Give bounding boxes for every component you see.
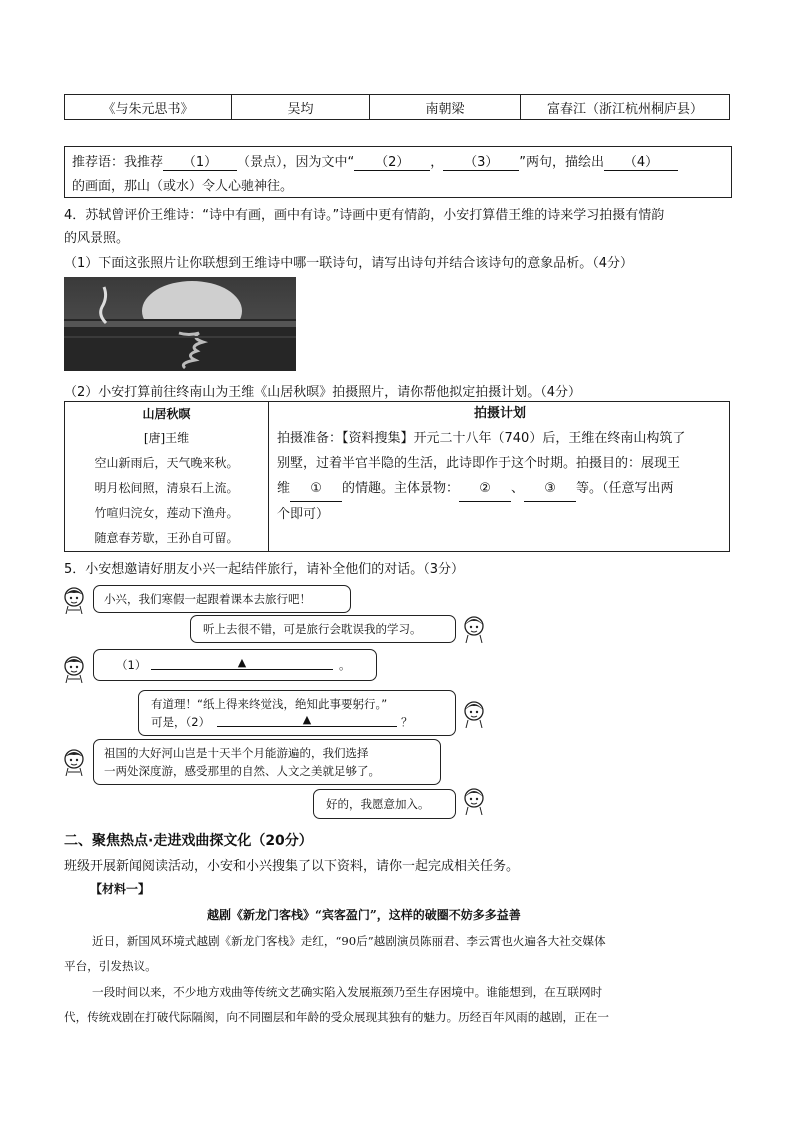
plan-line-3: 维 ① 的情趣。主体景物： ② 、 ③ 等。（任意写出两 <box>277 476 723 502</box>
section-2-heading: 二、聚焦热点·走进戏曲探文化（20分） <box>64 833 313 849</box>
dialogue-bubble-5: 祖国的大好河山岂是十天半个月能游遍的，我们选择 一两处深度游，感受那里的自然、人文之美就足够了。 <box>93 739 441 785</box>
plan-blank-2[interactable]: ② <box>459 476 511 502</box>
answer-blank-4[interactable]: （4） <box>604 151 678 171</box>
dialogue-bubble-3: （1） ▲ 。 <box>93 649 377 681</box>
q4-sub2: （2）小安打算前往终南山为王维《山居秋暝》拍摄照片，请你帮他拟定拍摄计划。（4分） <box>64 385 582 400</box>
shooting-plan-table <box>64 401 730 552</box>
poem-line: 空山新雨后，天气晚来秋。 <box>94 456 239 470</box>
poem-line: 明月松间照，清泉石上流。 <box>94 481 239 495</box>
plan-blank-3[interactable]: ③ <box>524 476 576 502</box>
answer-blank-2[interactable]: （2） <box>354 151 430 171</box>
article-p2-line2: 代，传统戏剧在打破代际隔阂，向不同圈层和年龄的受众展现其独有的魅力。历经百年风雨的越剧，正在一 <box>64 1010 609 1024</box>
plan-line-4: 个即可） <box>277 507 330 522</box>
student-avatar-icon <box>62 748 86 776</box>
sunset-photo <box>64 277 296 371</box>
answer-blank-3[interactable]: （3） <box>443 151 519 171</box>
table-cell-author: 吴均 <box>232 95 370 120</box>
student-avatar-icon <box>62 586 86 614</box>
q5-title: 5．小安想邀请好朋友小兴一起结伴旅行，请补全他们的对话。（3分） <box>64 562 465 577</box>
dialogue-bubble-2: 听上去很不错，可是旅行会耽误我的学习。 <box>190 615 456 643</box>
table-cell-title: 《与朱元思书》 <box>65 95 232 120</box>
table-cell-dynasty: 南朝梁 <box>370 95 521 120</box>
dialogue-bubble-6: 好的，我愿意加入。 <box>313 789 456 819</box>
q4-sub1: （1）下面这张照片让你联想到王维诗中哪一联诗句，请写出诗句并结合该诗句的意象品析。（4分） <box>64 256 634 271</box>
dialogue-bubble-4: 有道理！“纸上得来终觉浅，绝知此事要躬行。” 可是，（2） ▲ ？ <box>138 690 456 736</box>
poem-line: 随意春芳歇，王孙自可留。 <box>94 531 239 545</box>
dialogue-bubble-1: 小兴，我们寒假一起跟着课本去旅行吧！ <box>93 585 351 613</box>
student-avatar-icon <box>62 655 86 683</box>
recommend-line-2: 的画面，那山（或水）令人心驰神往。 <box>72 179 294 194</box>
poem-author: [唐]王维 <box>143 431 190 445</box>
plan-blank-1[interactable]: ① <box>290 476 342 502</box>
q4-text-line-1: 4．苏轼曾评价王维诗：“诗中有画，画中有诗。”诗画中更有情韵，小安打算借王维的诗来学习拍摄有情韵 <box>64 208 665 223</box>
article-p1-line2: 平台，引发热议。 <box>64 959 157 973</box>
friend-avatar-icon <box>462 787 486 815</box>
author-table <box>64 94 730 120</box>
material-label: 【材料一】 <box>90 882 151 896</box>
table-cell-place: 富春江（浙江杭州桐庐县） <box>521 95 730 120</box>
plan-line-2: 别墅，过着半官半隐的生活，此诗即作于这个时期。拍摄目的：展现王 <box>277 456 681 471</box>
friend-avatar-icon <box>462 700 486 728</box>
section-2-intro: 班级开展新闻阅读活动，小安和小兴搜集了以下资料，请你一起完成相关任务。 <box>64 859 520 874</box>
q4-text-line-2: 的风景照。 <box>64 231 130 246</box>
answer-blank-1[interactable]: （1） <box>163 151 237 171</box>
article-p2-line1: 一段时间以来，不少地方戏曲等传统文艺确实陷入发展瓶颈乃至生存困境中。谁能想到，在互联网时 <box>92 985 603 999</box>
plan-title: 拍摄计划 <box>473 406 526 421</box>
dialogue-answer-2[interactable]: ▲ <box>217 712 397 727</box>
poem-line: 竹喧归浣女，莲动下渔舟。 <box>94 506 239 520</box>
plan-line-1: 拍摄准备：【资料搜集】开元二十八年（740）后，王维在终南山构筑了 <box>277 431 686 446</box>
dialogue-answer-1[interactable]: ▲ <box>151 655 333 670</box>
article-p1-line1: 近日，新国风环境式越剧《新龙门客栈》走红，“90后”越剧演员陈丽君、李云霄也火遍各大社交媒体 <box>92 934 606 948</box>
poem-title: 山居秋暝 <box>142 407 191 421</box>
friend-avatar-icon <box>462 615 486 643</box>
article-title: 越剧《新龙门客栈》“宾客盈门”，这样的破圈不妨多多益善 <box>207 908 521 922</box>
recommend-line-1: 推荐语：我推荐 （1） （景点），因为文中“ （2） ， （3） ”两句，描绘出 （4） <box>72 151 678 171</box>
